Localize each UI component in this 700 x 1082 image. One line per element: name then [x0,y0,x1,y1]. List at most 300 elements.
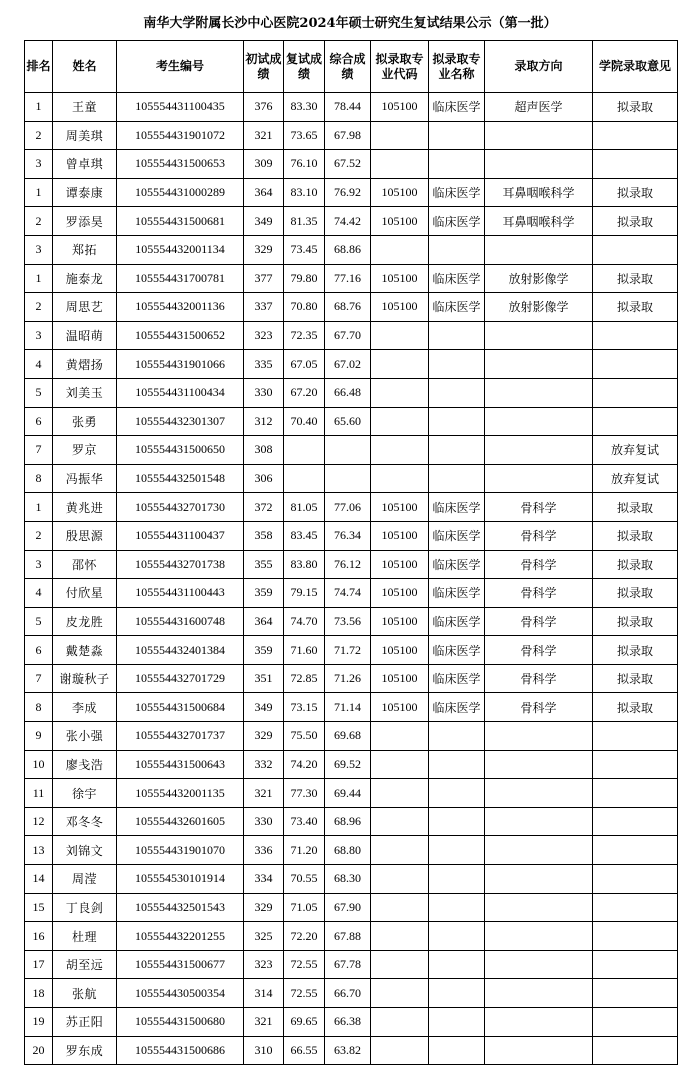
total-score-cell: 67.02 [325,350,371,379]
total-score-cell: 76.12 [325,550,371,579]
name-cell: 罗东成 [53,1036,117,1065]
rank-cell: 3 [25,321,53,350]
results-table [24,40,678,1065]
candidate-id-cell: 105554431500652 [117,321,244,350]
name-cell: 张航 [53,979,117,1008]
rank-cell: 2 [25,521,53,550]
retest-score-cell: 71.05 [284,893,325,922]
initial-score-cell: 334 [244,865,284,894]
rank-cell: 17 [25,950,53,979]
major-name-cell [429,1036,485,1065]
rank-cell: 9 [25,722,53,751]
retest-score-cell: 70.55 [284,865,325,894]
name-cell: 罗京 [53,436,117,465]
page-title: 南华大学附属长沙中心医院2024年硕士研究生复试结果公示（第一批） [143,16,557,31]
retest-score-cell: 72.55 [284,979,325,1008]
candidate-id-cell: 105554431500677 [117,950,244,979]
opinion-cell [593,1036,678,1065]
name-cell: 谢璇秋子 [53,664,117,693]
initial-score-cell: 308 [244,436,284,465]
rank-cell: 6 [25,636,53,665]
direction-cell: 骨科学 [485,521,593,550]
total-score-cell: 74.74 [325,579,371,608]
initial-score-cell: 309 [244,150,284,179]
direction-cell [485,922,593,951]
candidate-id-cell: 105554431500686 [117,1036,244,1065]
major-code-cell: 105100 [371,607,429,636]
table-body [25,93,678,1065]
major-name-cell [429,1008,485,1037]
candidate-id-cell: 105554431100437 [117,521,244,550]
table-row [25,722,678,751]
direction-cell: 骨科学 [485,693,593,722]
name-cell: 黄熠扬 [53,350,117,379]
major-code-cell: 105100 [371,693,429,722]
candidate-id-cell: 105554431500680 [117,1008,244,1037]
rank-cell: 4 [25,579,53,608]
major-name-cell [429,407,485,436]
total-score-cell: 69.44 [325,779,371,808]
retest-score-cell: 71.20 [284,836,325,865]
direction-cell: 耳鼻咽喉科学 [485,178,593,207]
candidate-id-cell: 105554530101914 [117,865,244,894]
opinion-cell [593,807,678,836]
major-name-cell: 临床医学 [429,293,485,322]
rank-cell: 7 [25,664,53,693]
table-row [25,321,678,350]
major-code-cell: 105100 [371,93,429,122]
major-code-cell [371,464,429,493]
opinion-cell [593,235,678,264]
table-header-row [25,41,678,93]
retest-score-cell: 83.45 [284,521,325,550]
rank-cell: 14 [25,865,53,894]
major-code-cell: 105100 [371,579,429,608]
direction-cell [485,836,593,865]
major-code-cell [371,807,429,836]
rank-cell: 12 [25,807,53,836]
major-code-cell [371,407,429,436]
initial-score-cell: 312 [244,407,284,436]
major-name-cell [429,750,485,779]
candidate-id-cell: 105554431901072 [117,121,244,150]
candidate-id-cell: 105554431500681 [117,207,244,236]
rank-cell: 2 [25,121,53,150]
header-retest-score: 复试成绩 [284,41,325,93]
retest-score-cell: 73.40 [284,807,325,836]
major-name-cell [429,807,485,836]
header-initial-score: 初试成绩 [244,41,284,93]
retest-score-cell: 72.85 [284,664,325,693]
total-score-cell: 69.52 [325,750,371,779]
name-cell: 王童 [53,93,117,122]
direction-cell: 骨科学 [485,636,593,665]
direction-cell: 超声医学 [485,93,593,122]
initial-score-cell: 323 [244,950,284,979]
major-name-cell [429,893,485,922]
major-name-cell [429,150,485,179]
table-row [25,979,678,1008]
major-name-cell: 临床医学 [429,264,485,293]
name-cell: 郑拓 [53,235,117,264]
name-cell: 胡至远 [53,950,117,979]
major-name-cell [429,378,485,407]
retest-score-cell [284,464,325,493]
major-name-cell: 临床医学 [429,178,485,207]
table-row [25,664,678,693]
candidate-id-cell: 105554432401384 [117,636,244,665]
opinion-cell: 拟录取 [593,521,678,550]
total-score-cell: 68.80 [325,836,371,865]
opinion-cell: 放弃复试 [593,464,678,493]
candidate-id-cell: 105554431600748 [117,607,244,636]
initial-score-cell: 358 [244,521,284,550]
candidate-id-cell: 105554432701737 [117,722,244,751]
table-row [25,493,678,522]
initial-score-cell: 330 [244,807,284,836]
retest-score-cell: 74.20 [284,750,325,779]
major-name-cell [429,121,485,150]
opinion-cell: 拟录取 [593,93,678,122]
total-score-cell: 67.88 [325,922,371,951]
candidate-id-cell: 105554432701730 [117,493,244,522]
direction-cell [485,807,593,836]
rank-cell: 5 [25,378,53,407]
initial-score-cell: 329 [244,893,284,922]
major-name-cell [429,350,485,379]
name-cell: 邓冬冬 [53,807,117,836]
candidate-id-cell: 105554432301307 [117,407,244,436]
name-cell: 徐宇 [53,779,117,808]
major-code-cell: 105100 [371,521,429,550]
rank-cell: 11 [25,779,53,808]
name-cell: 丁良剑 [53,893,117,922]
table-row [25,464,678,493]
header-rank: 排名 [25,41,53,93]
direction-cell [485,150,593,179]
major-name-cell: 临床医学 [429,607,485,636]
name-cell: 温昭萌 [53,321,117,350]
candidate-id-cell: 105554432001135 [117,779,244,808]
opinion-cell [593,979,678,1008]
total-score-cell: 77.06 [325,493,371,522]
total-score-cell: 67.78 [325,950,371,979]
total-score-cell: 67.98 [325,121,371,150]
name-cell: 刘锦文 [53,836,117,865]
opinion-cell: 拟录取 [593,550,678,579]
initial-score-cell: 376 [244,93,284,122]
direction-cell [485,865,593,894]
opinion-cell [593,150,678,179]
retest-score-cell [284,436,325,465]
major-name-cell: 临床医学 [429,636,485,665]
major-code-cell [371,235,429,264]
total-score-cell: 73.56 [325,607,371,636]
total-score-cell: 71.14 [325,693,371,722]
table-row [25,178,678,207]
rank-cell: 2 [25,293,53,322]
header-opinion: 学院录取意见 [593,41,678,93]
retest-score-cell: 83.30 [284,93,325,122]
name-cell: 李成 [53,693,117,722]
total-score-cell: 76.92 [325,178,371,207]
initial-score-cell: 306 [244,464,284,493]
candidate-id-cell: 105554431500653 [117,150,244,179]
major-code-cell: 105100 [371,293,429,322]
direction-cell [485,350,593,379]
major-name-cell [429,321,485,350]
rank-cell: 8 [25,693,53,722]
major-code-cell [371,893,429,922]
total-score-cell: 68.30 [325,865,371,894]
opinion-cell [593,722,678,751]
direction-cell [485,950,593,979]
major-code-cell [371,121,429,150]
rank-cell: 1 [25,264,53,293]
opinion-cell [593,1008,678,1037]
retest-score-cell: 71.60 [284,636,325,665]
initial-score-cell: 364 [244,607,284,636]
retest-score-cell: 79.15 [284,579,325,608]
candidate-id-cell: 105554431000289 [117,178,244,207]
initial-score-cell: 329 [244,235,284,264]
initial-score-cell: 372 [244,493,284,522]
major-code-cell [371,750,429,779]
major-code-cell: 105100 [371,636,429,665]
name-cell: 殷思源 [53,521,117,550]
retest-score-cell: 81.05 [284,493,325,522]
major-name-cell [429,836,485,865]
major-code-cell [371,922,429,951]
table-row [25,235,678,264]
direction-cell [485,1008,593,1037]
table-row [25,893,678,922]
retest-score-cell: 72.55 [284,950,325,979]
rank-cell: 1 [25,493,53,522]
direction-cell: 放射影像学 [485,293,593,322]
total-score-cell [325,436,371,465]
retest-score-cell: 81.35 [284,207,325,236]
table-row [25,693,678,722]
name-cell: 罗添昊 [53,207,117,236]
table-row [25,93,678,122]
total-score-cell: 65.60 [325,407,371,436]
opinion-cell [593,922,678,951]
direction-cell: 骨科学 [485,579,593,608]
rank-cell: 3 [25,235,53,264]
rank-cell: 7 [25,436,53,465]
header-candidate-id: 考生编号 [117,41,244,93]
initial-score-cell: 332 [244,750,284,779]
table-row [25,750,678,779]
table-row [25,264,678,293]
direction-cell [485,321,593,350]
major-name-cell: 临床医学 [429,93,485,122]
total-score-cell: 71.26 [325,664,371,693]
initial-score-cell: 335 [244,350,284,379]
retest-score-cell: 83.80 [284,550,325,579]
total-score-cell: 76.34 [325,521,371,550]
rank-cell: 15 [25,893,53,922]
name-cell: 曾卓琪 [53,150,117,179]
direction-cell [485,1036,593,1065]
header-total-score: 综合成绩 [325,41,371,93]
direction-cell [485,979,593,1008]
initial-score-cell: 364 [244,178,284,207]
initial-score-cell: 349 [244,693,284,722]
direction-cell: 骨科学 [485,493,593,522]
opinion-cell [593,893,678,922]
retest-score-cell: 73.65 [284,121,325,150]
major-name-cell [429,950,485,979]
retest-score-cell: 79.80 [284,264,325,293]
table-row [25,550,678,579]
table-row [25,579,678,608]
initial-score-cell: 321 [244,779,284,808]
table-row [25,607,678,636]
table-row [25,378,678,407]
retest-score-cell: 67.05 [284,350,325,379]
major-name-cell: 临床医学 [429,207,485,236]
total-score-cell: 68.86 [325,235,371,264]
major-code-cell [371,865,429,894]
name-cell: 苏正阳 [53,1008,117,1037]
table-row [25,150,678,179]
table-row [25,865,678,894]
name-cell: 施泰龙 [53,264,117,293]
candidate-id-cell: 105554431100434 [117,378,244,407]
rank-cell: 3 [25,550,53,579]
table-row [25,807,678,836]
major-name-cell: 临床医学 [429,550,485,579]
opinion-cell: 拟录取 [593,607,678,636]
total-score-cell: 69.68 [325,722,371,751]
retest-score-cell: 66.55 [284,1036,325,1065]
name-cell: 冯振华 [53,464,117,493]
table-row [25,836,678,865]
candidate-id-cell: 105554431901070 [117,836,244,865]
candidate-id-cell: 105554432701738 [117,550,244,579]
direction-cell [485,407,593,436]
name-cell: 周美琪 [53,121,117,150]
major-name-cell [429,922,485,951]
candidate-id-cell: 105554431100443 [117,579,244,608]
major-code-cell: 105100 [371,178,429,207]
table-row [25,779,678,808]
opinion-cell [593,779,678,808]
major-code-cell [371,722,429,751]
major-code-cell [371,779,429,808]
table-row [25,521,678,550]
candidate-id-cell: 105554432701729 [117,664,244,693]
initial-score-cell: 349 [244,207,284,236]
rank-cell: 2 [25,207,53,236]
major-name-cell [429,779,485,808]
opinion-cell [593,407,678,436]
major-name-cell [429,464,485,493]
candidate-id-cell: 105554432001136 [117,293,244,322]
rank-cell: 5 [25,607,53,636]
name-cell: 皮龙胜 [53,607,117,636]
initial-score-cell: 337 [244,293,284,322]
rank-cell: 4 [25,350,53,379]
initial-score-cell: 330 [244,378,284,407]
major-name-cell: 临床医学 [429,493,485,522]
candidate-id-cell: 105554432001134 [117,235,244,264]
candidate-id-cell: 105554431700781 [117,264,244,293]
major-code-cell [371,979,429,1008]
major-name-cell: 临床医学 [429,521,485,550]
total-score-cell: 63.82 [325,1036,371,1065]
initial-score-cell: 377 [244,264,284,293]
opinion-cell [593,350,678,379]
rank-cell: 1 [25,178,53,207]
table-row [25,407,678,436]
name-cell: 杜理 [53,922,117,951]
major-code-cell: 105100 [371,493,429,522]
name-cell: 张小强 [53,722,117,751]
name-cell: 周滢 [53,865,117,894]
direction-cell [485,750,593,779]
major-code-cell [371,321,429,350]
total-score-cell [325,464,371,493]
candidate-id-cell: 105554432601605 [117,807,244,836]
initial-score-cell: 359 [244,579,284,608]
major-name-cell [429,436,485,465]
initial-score-cell: 323 [244,321,284,350]
table-row [25,293,678,322]
initial-score-cell: 351 [244,664,284,693]
retest-score-cell: 72.20 [284,922,325,951]
rank-cell: 10 [25,750,53,779]
initial-score-cell: 329 [244,722,284,751]
major-name-cell [429,979,485,1008]
name-cell: 戴楚淼 [53,636,117,665]
retest-score-cell: 74.70 [284,607,325,636]
retest-score-cell: 83.10 [284,178,325,207]
header-direction: 录取方向 [485,41,593,93]
name-cell: 刘美玉 [53,378,117,407]
opinion-cell: 拟录取 [593,693,678,722]
major-code-cell [371,1008,429,1037]
retest-score-cell: 70.40 [284,407,325,436]
direction-cell: 骨科学 [485,664,593,693]
direction-cell: 骨科学 [485,607,593,636]
rank-cell: 18 [25,979,53,1008]
candidate-id-cell: 105554431500643 [117,750,244,779]
rank-cell: 1 [25,93,53,122]
table-row [25,1036,678,1065]
table-row [25,207,678,236]
name-cell: 付欣星 [53,579,117,608]
name-cell: 廖戋浩 [53,750,117,779]
name-cell: 黄兆进 [53,493,117,522]
total-score-cell: 67.70 [325,321,371,350]
table-row [25,950,678,979]
total-score-cell: 77.16 [325,264,371,293]
candidate-id-cell: 105554431901066 [117,350,244,379]
table-row [25,922,678,951]
major-code-cell: 105100 [371,207,429,236]
retest-score-cell: 69.65 [284,1008,325,1037]
direction-cell: 骨科学 [485,550,593,579]
candidate-id-cell: 105554431100435 [117,93,244,122]
header-major-name: 拟录取专业名称 [429,41,485,93]
opinion-cell [593,750,678,779]
direction-cell [485,436,593,465]
rank-cell: 20 [25,1036,53,1065]
total-score-cell: 66.70 [325,979,371,1008]
